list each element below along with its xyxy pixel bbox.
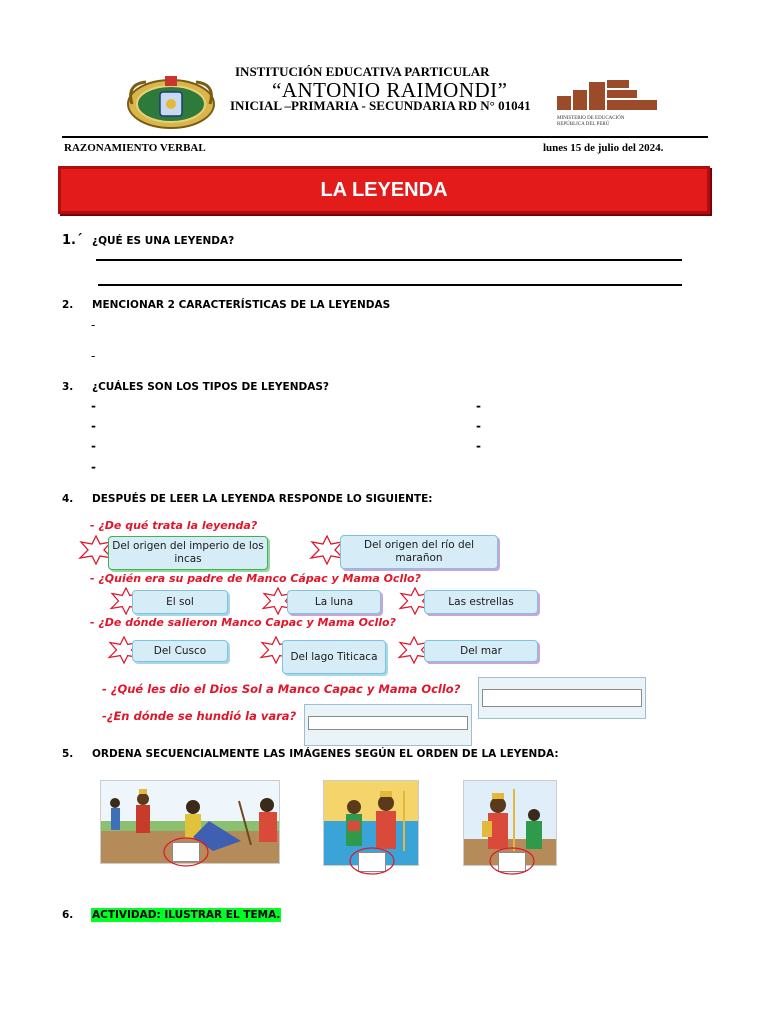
q2-dash-2: - xyxy=(91,349,96,363)
act4-prompt-3: - ¿De dónde salieron Manco Capac y Mama Ocllo? xyxy=(90,616,396,629)
ministry-logo-text: MINISTERIO DE EDUCACIÓN REPÚBLICA DEL PERÚ xyxy=(557,116,625,127)
option-del-mar[interactable]: Del mar xyxy=(424,640,538,662)
option-origen-rio[interactable]: Del origen del río del marañon xyxy=(340,535,498,569)
sequence-circle-1 xyxy=(162,836,210,868)
q3-dash-l3: - xyxy=(91,439,96,453)
q3-dash-l2: - xyxy=(91,419,96,433)
act4-prompt-4: - ¿Qué les dio el Dios Sol a Manco Capac y Mama Ocllo? xyxy=(102,682,461,696)
q4-text: DESPUÉS DE LEER LA LEYENDA RESPONDE LO SIGUIENTE: xyxy=(92,493,433,505)
q3-dash-r3: - xyxy=(476,439,481,453)
levels-line: INICIAL –PRIMARIA - SECUNDARIA RD N° 01041 xyxy=(230,98,531,113)
title-banner xyxy=(58,166,710,214)
q3-dash-l1: - xyxy=(91,399,96,413)
act4-prompt-2: - ¿Quién era su padre de Manco Cápac y Mama Ocllo? xyxy=(90,572,421,585)
q3-text: ¿CUÁLES SON LOS TIPOS DE LEYENDAS? xyxy=(92,381,329,393)
q1-text: ¿QUÉ ES UNA LEYENDA? xyxy=(92,235,235,247)
school-name: “ANTONIO RAIMONDI” xyxy=(272,78,508,102)
q3-dash-l4: - xyxy=(91,460,96,474)
q3-dash-r1: - xyxy=(476,399,481,413)
q4-number: 4. xyxy=(62,493,74,505)
school-crest xyxy=(126,74,216,130)
option-el-sol[interactable]: El sol xyxy=(132,590,228,614)
sequence-circle-2 xyxy=(348,846,396,876)
option-del-lago-titicaca[interactable]: Del lago Titicaca xyxy=(282,640,386,674)
q2-dash-1: - xyxy=(91,318,96,332)
q1-answer-line-2[interactable] xyxy=(98,284,682,286)
q5-number: 5. xyxy=(62,748,74,760)
option-del-cusco[interactable]: Del Cusco xyxy=(132,640,228,662)
option-origen-imperio[interactable]: Del origen del imperio de los incas xyxy=(108,536,268,570)
q1-answer-line-1[interactable] xyxy=(96,259,682,261)
act4-prompt-1: - ¿De qué trata la leyenda? xyxy=(90,519,258,532)
option-la-luna[interactable]: La luna xyxy=(287,590,381,614)
q6-text: ACTIVIDAD: ILUSTRAR EL TEMA. xyxy=(92,909,281,921)
q2-text: MENCIONAR 2 CARACTERÍSTICAS DE LA LEYENDAS xyxy=(92,299,391,311)
answer-box-sol[interactable] xyxy=(482,689,642,707)
option-las-estrellas[interactable]: Las estrellas xyxy=(424,590,538,614)
q5-text: ORDENA SECUENCIALMENTE LAS IMÁGENES SEGÚN EL ORDEN DE LA LEYENDA: xyxy=(92,748,559,760)
q3-dash-r2: - xyxy=(476,419,481,433)
date-label: lunes 15 de julio del 2024. xyxy=(543,142,664,154)
q2-number: 2. xyxy=(62,299,74,311)
subject-label: RAZONAMIENTO VERBAL xyxy=(64,142,206,154)
page-title: LA LEYENDA xyxy=(320,179,448,201)
act4-prompt-5: -¿En dónde se hundió la vara? xyxy=(102,709,297,723)
q1-number: 1.´ xyxy=(62,233,83,248)
answer-box-vara[interactable] xyxy=(308,716,468,730)
header-divider xyxy=(62,136,708,138)
sequence-circle-3 xyxy=(488,846,536,876)
q6-number: 6. xyxy=(62,909,74,921)
ministry-logo xyxy=(555,78,660,126)
q3-number: 3. xyxy=(62,381,74,393)
institution-line: INSTITUCIÓN EDUCATIVA PARTICULAR xyxy=(235,64,490,79)
